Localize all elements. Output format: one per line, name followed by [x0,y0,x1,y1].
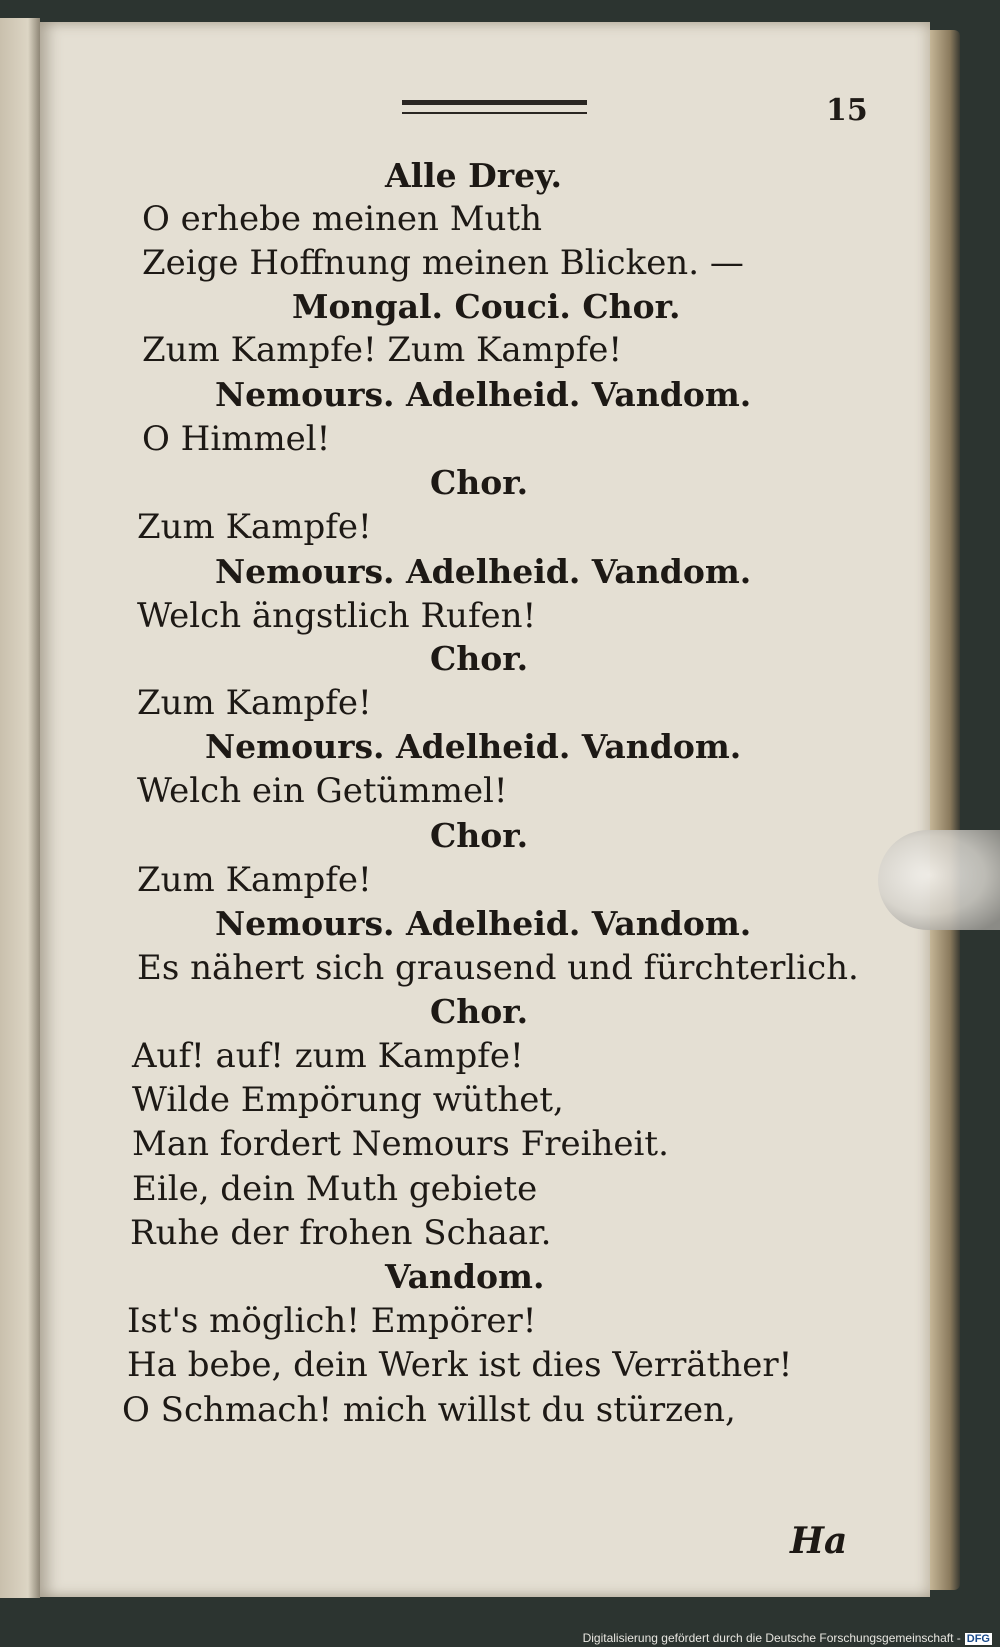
digitization-credit [583,1631,992,1645]
header-rule-thin [402,112,587,114]
speaker-heading: Nemours. Adelheid. Vandom. [215,552,752,591]
dfg-logo: DFG [966,1633,990,1645]
verse-line: Zum Kampfe! [137,507,372,547]
verse-line: Zeige Hoffnung meinen Blicken. — [142,243,744,283]
verse-line: Zum Kampfe! Zum Kampfe! [142,330,623,370]
catchword: Ha [790,1520,848,1562]
speaker-heading: Nemours. Adelheid. Vandom. [215,904,752,943]
verse-line: Wilde Empörung wüthet, [132,1080,564,1120]
facing-page-edge [0,18,40,1598]
speaker-heading: Alle Drey. [385,156,563,195]
verse-line: O Schmach! mich willst du stürzen, [122,1390,736,1430]
speaker-heading: Mongal. Couci. Chor. [292,287,681,326]
page-number: 15 [826,93,868,128]
speaker-heading: Nemours. Adelheid. Vandom. [205,727,742,766]
verse-line: Zum Kampfe! [137,860,372,900]
speaker-heading: Chor. [430,463,529,502]
verse-line: Ha bebe, dein Werk ist dies Verräther! [127,1345,793,1385]
verse-line: Man fordert Nemours Freiheit. [132,1124,669,1164]
verse-line: Ist's möglich! Empörer! [127,1301,537,1341]
speaker-heading: Chor. [430,816,529,855]
verse-line: O erhebe meinen Muth [142,199,542,239]
speaker-heading: Nemours. Adelheid. Vandom. [215,375,752,414]
speaker-heading: Chor. [430,992,529,1031]
credit-text: Digitalisierung gefördert durch die Deutsche Forschungsgemeinschaft - [582,1631,961,1645]
verse-line: Auf! auf! zum Kampfe! [132,1036,524,1076]
verse-line: Welch ein Getümmel! [137,771,508,811]
header-rule-thick [402,100,587,105]
speaker-heading: Chor. [430,639,529,678]
speaker-heading: Vandom. [385,1257,545,1296]
verse-line: Zum Kampfe! [137,683,372,723]
thumb-holding-page [878,830,1000,930]
verse-line: Ruhe der frohen Schaar. [130,1213,552,1253]
verse-line: O Himmel! [142,419,331,459]
verse-line: Welch ängstlich Rufen! [137,596,537,636]
verse-line: Eile, dein Muth gebiete [132,1169,538,1209]
verse-line: Es nähert sich grausend und fürchterlich. [137,948,859,988]
